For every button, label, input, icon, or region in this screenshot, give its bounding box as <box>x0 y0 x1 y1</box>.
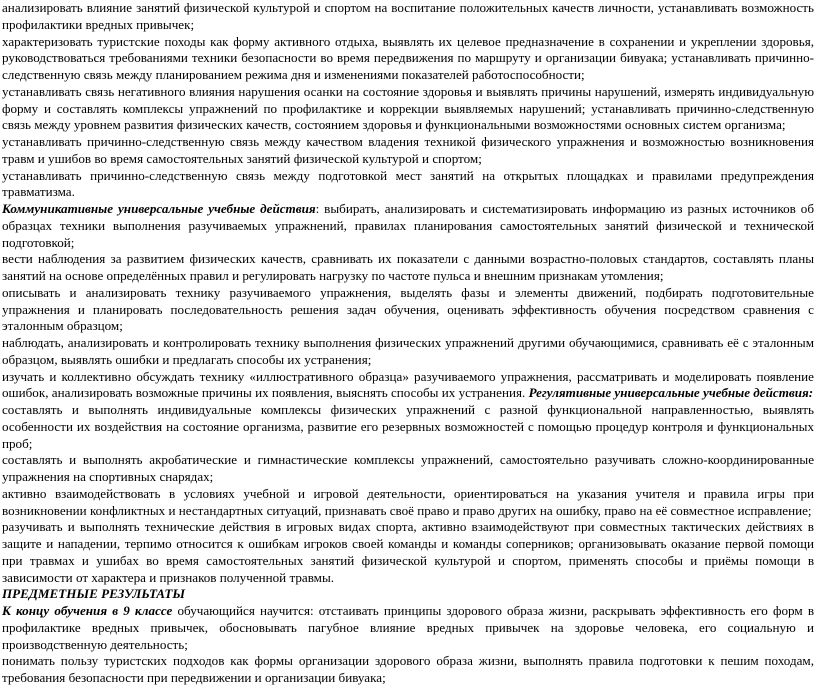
subject-results-heading: ПРЕДМЕТНЫЕ РЕЗУЛЬТАТЫ <box>2 586 186 602</box>
paragraph-9-text: наблюдать, анализировать и контролировать технику выполнения физических упражнений другими обучающимися, сравнивать её с эталонным образцом, выявлять ошибки и предлагать способы их устранения; <box>2 335 814 367</box>
communicative-heading: Коммуникативные универсальные учебные действия <box>2 201 316 216</box>
paragraph-5 <box>2 168 814 202</box>
paragraph-12 <box>2 452 814 486</box>
grade-9-lead: К концу обучения в 9 классе <box>2 603 173 618</box>
paragraph-11-text: составлять и выполнять индивидуальные комплексы физических упражнений с разной функциональной направленностью, выявлять особенности их воздействия на состояние организма, развитие его резервных возможностей с помощью процедур контроля и функциональных проб; <box>2 402 814 451</box>
paragraph-5-text: устанавливать причинно-следственную связь между подготовкой мест занятий на открытых площадках и правилами предупреждения травматизма. <box>2 167 814 200</box>
paragraph-4 <box>2 134 814 168</box>
paragraph-9 <box>2 335 814 369</box>
paragraph-2-text: характеризовать туристские походы как форму активного отдыха, выявлять их целевое предназначение в сохранении и укреплении здоровья, руководствоваться требованиями техники безопасности во время передвижения по маршруту и организации бивуака; устанавливать причинно-следственную связь между планированием режима дня и изменениями показателей работоспособности; <box>2 33 814 82</box>
paragraph-7-text: вести наблюдения за развитием физических качеств, сравнивать их показатели с данными возрастно-половых стандартов, составлять планы занятий на основе определённых правил и регулировать нагрузку по частоте пульса и внешним признакам утомления; <box>2 251 814 283</box>
paragraph-13 <box>2 486 814 520</box>
paragraph-1 <box>2 0 814 34</box>
paragraph-17-text: понимать пользу туристских подходов как формы организации здорового образа жизни, выполнять правила подготовки к пешим походам, требования безопасности при передвижении и организации бивуака; <box>2 653 814 685</box>
paragraph-8 <box>2 285 814 335</box>
paragraph-grade-9 <box>2 603 814 653</box>
paragraph-8-text: описывать и анализировать технику разучиваемого упражнения, выделять фазы и элементы движений, подбирать подготовительные упражнения и планировать последовательность решения задач обучения, оценивать эффективность обучения посредством сравнения с эталонным образцом; <box>2 284 814 334</box>
paragraph-13-text: активно взаимодействовать в условиях учебной и игровой деятельности, ориентироваться на указания учителя и правила игры при возникновении конфликтных и нестандартных ситуаций, признавать своё право и право других на ошибку, право на её совместное исправление; <box>2 485 814 518</box>
paragraph-4-text: устанавливать причинно-следственную связь между качеством владения техникой физического упражнения и возможностью возникновения травм и ушибов во время самостоятельных занятий физической культурой и спортом; <box>2 134 814 166</box>
paragraph-3-text: устанавливать связь негативного влияния нарушения осанки на состояние здоровья и выявлять причины нарушений, измерять индивидуальную форму и составлять комплексы упражнений по профилактике и коррекции выявляемых нарушений; устанавливать причинно-следственную связь между уровнем развития физических качеств, состоянием здоровья и функциональными возможностями основных систем организма; <box>2 83 814 133</box>
paragraph-2 <box>2 34 814 84</box>
paragraph-7 <box>2 251 814 285</box>
paragraph-communicative-text: : выбирать, анализировать и систематизировать информацию из разных источников об образцах техники выполнения разучиваемых упражнений, правилах планирования самостоятельных занятий физической и технической подготовкой; <box>2 201 814 250</box>
paragraph-10-text: изучать и коллективно обсуждать технику «иллюстративного образца» разучиваемого упражнения, рассматривать и моделировать появление ошибок, анализировать возможные причины их появления, выяснять способы их устранения. <box>2 368 814 401</box>
paragraph-14 <box>2 519 814 586</box>
paragraph-grade-9-text: обучающийся научится: отстаивать принципы здорового образа жизни, раскрывать эффективность его форм в профилактике вредных привычек, обосновывать пагубное влияние вредных привычек на здоровье человека, его социальную и производственную деятельность; <box>2 603 814 652</box>
paragraph-communicative <box>2 201 814 251</box>
paragraph-3 <box>2 84 814 134</box>
paragraph-10 <box>2 369 814 403</box>
paragraph-17 <box>2 653 814 687</box>
paragraph-11 <box>2 402 814 452</box>
paragraph-1-text: анализировать влияние занятий физической культурой и спортом на воспитание положительных качеств личности, устанавливать возможность профилактики вредных привычек; <box>2 0 814 32</box>
paragraph-12-text: составлять и выполнять акробатические и гимнастические комплексы упражнений, самостоятельно разучивать сложно-координированные упражнения на спортивных снарядах; <box>2 452 814 484</box>
paragraph-14-text: разучивать и выполнять технические действия в игровых видах спорта, активно взаимодействуют при совместных тактических действиях в защите и нападении, терпимо относится к ошибкам игроков своей команды и команды соперников; организовывать оказание первой помощи при травмах и ушибах во время самостоятельных занятий физической культурой и спортом, применять способы и приёмы помощи в зависимости от характера и признаков полученной травмы. <box>2 519 814 585</box>
regulatory-heading: Регулятивные универсальные учебные действия: <box>525 385 814 401</box>
